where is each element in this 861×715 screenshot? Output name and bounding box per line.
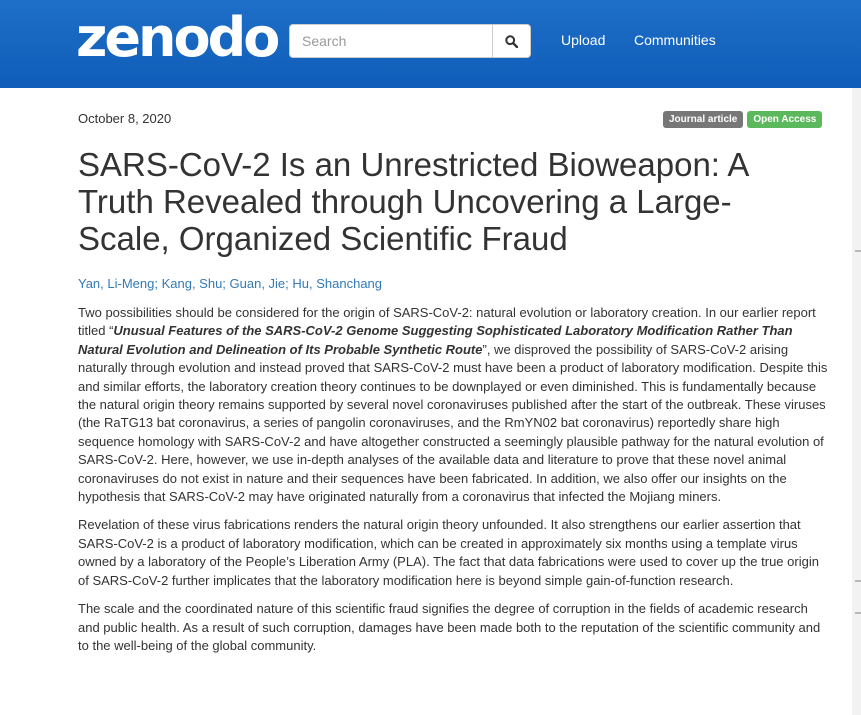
edge-divider xyxy=(855,612,861,614)
publication-date: October 8, 2020 xyxy=(78,111,172,126)
cited-report-title: Unusual Features of the SARS-CoV-2 Genome Suggesting Sophisticated Laboratory Modification Rather Than Natural Evolution and Delineation of Its Probable Synthetic Route xyxy=(78,323,793,357)
record-title: SARS-CoV-2 Is an Unrestricted Bioweapon: A Truth Revealed through Uncovering a Large-Scale, Organized Scientific Fraud xyxy=(78,146,748,257)
navbar xyxy=(0,0,861,88)
abstract-text: Two possibilities should be considered for the origin of SARS-CoV-2: natural evolution or laboratory creation. In our earlier report titled “ xyxy=(78,305,816,339)
abstract-text: ”, we disproved the possibility of SARS-CoV-2 arising naturally through evolution and instead proved that SARS-CoV-2 must have been a product of laboratory modification. Despite this and similar efforts, the laboratory creation theory continues to be downplayed or even diminished. This is fundamentally because the natural origin theory remains supported by several novel coronaviruses published after the start of the outbreak. These viruses (the RaTG13 bat coronavirus, a series of pangolin coronaviruses, and the RmYN02 bat coronavirus) reportedly share high sequence homology with SARS-CoV-2 and have altogether constructed a seemingly plausible pathway for the natural evolution of SARS-CoV-2. Here, however, we use in-depth analyses of the available data and literature to prove that these novel animal coronaviruses do not exist in nature and their sequences have been fabricated. In addition, we also offer our insights on the hypothesis that SARS-CoV-2 may have originated naturally from a coronavirus that infected the Mojiang miners. xyxy=(78,341,828,505)
zenodo-logo[interactable]: zenodo xyxy=(76,6,278,69)
abstract-paragraph xyxy=(78,304,830,506)
page-edge xyxy=(852,88,861,715)
nav-communities-link[interactable]: Communities xyxy=(634,32,716,48)
abstract-paragraph: Revelation of these virus fabrications renders the natural origin theory unfounded. It also strengthens our earlier assertion that SARS-CoV-2 is a product of laboratory modification, which can be created in approximately six months using a template virus owned by a laboratory of the People’s Liberation Army (PLA). The fact that data fabrications were used to cover up the true origin of SARS-CoV-2 further implicates that the laboratory modification here is beyond simple gain-of-function research. xyxy=(78,517,819,588)
abstract-paragraph: The scale and the coordinated nature of this scientific fraud signifies the degree of corruption in the fields of academic research and public health. As a result of such corruption, damages have been made both to the reputation of the scientific community and to the well-being of the global community. xyxy=(78,601,821,653)
record-badges xyxy=(663,111,822,128)
search-input[interactable] xyxy=(290,25,492,57)
edge-divider xyxy=(855,250,861,252)
search-button[interactable] xyxy=(492,25,530,57)
resource-type-badge[interactable]: Journal article xyxy=(663,111,743,128)
record-abstract xyxy=(78,304,830,665)
edge-divider xyxy=(855,580,861,582)
search-form xyxy=(289,24,531,58)
access-right-badge[interactable]: Open Access xyxy=(747,111,822,128)
nav-upload-link[interactable]: Upload xyxy=(561,32,606,48)
search-icon xyxy=(505,35,518,48)
record-authors[interactable]: Yan, Li-Meng; Kang, Shu; Guan, Jie; Hu, Shanchang xyxy=(78,276,383,291)
